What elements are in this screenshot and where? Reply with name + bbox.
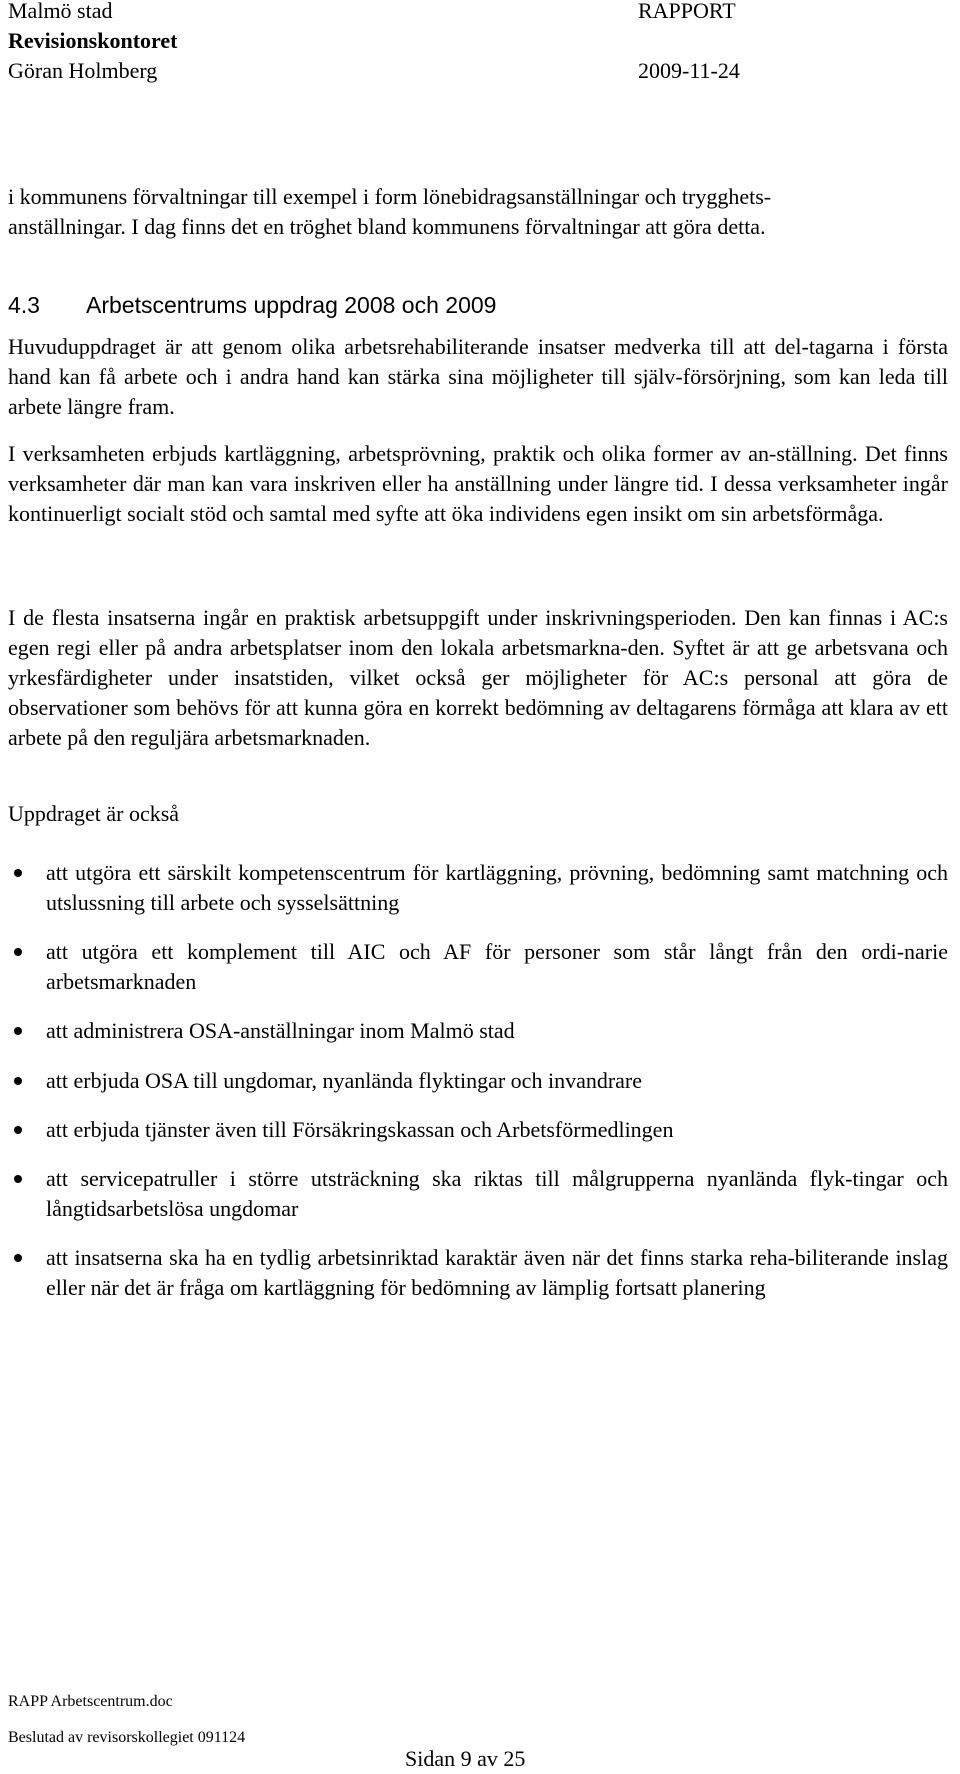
- paragraph-4: [8, 799, 948, 829]
- intro-line-2: anställningar. I dag finns det en tröghet bland kommunens förvaltningar att göra detta.: [8, 214, 766, 239]
- intro-block: [8, 182, 948, 242]
- bullet-item: [8, 1016, 948, 1046]
- bullet-item: [8, 858, 948, 918]
- paragraph-1: [8, 332, 948, 422]
- paragraph-2: [8, 439, 948, 529]
- header-dept: Revisionskontoret: [8, 28, 178, 53]
- bullet-text: att erbjuda tjänster även till Försäkringskassan och Arbetsförmedlingen: [46, 1117, 674, 1142]
- bullet-item: [8, 1243, 948, 1303]
- header-org: Malmö stad: [8, 0, 113, 23]
- bullet-text: att erbjuda OSA till ungdomar, nyanlända flyktingar och invandrare: [46, 1068, 643, 1093]
- bullet-icon: [14, 869, 22, 877]
- bullet-text: att utgöra ett särskilt kompetenscentrum för kartläggning, prövning, bedömning samt matchning och utslussning till arbete och sysselsättning: [46, 860, 948, 915]
- header-row-3: [8, 58, 948, 84]
- bullet-icon: [14, 1126, 22, 1134]
- bullet-item: [8, 1115, 948, 1145]
- header-doc-type: RAPPORT: [638, 0, 736, 23]
- header-row-2: [8, 28, 948, 54]
- bullet-text: att servicepatruller i större utsträckning ska riktas till målgrupperna nyanlända flyk-tingar och långtidsarbetslösa ungdomar: [46, 1166, 948, 1221]
- bullet-icon: [14, 1175, 22, 1183]
- paragraph-3: [8, 603, 948, 753]
- bullet-item: [8, 1164, 948, 1224]
- paragraph-text: Uppdraget är också: [8, 801, 180, 826]
- section-number: 4.3: [8, 292, 40, 318]
- bullet-text: att insatserna ska ha en tydlig arbetsinriktad karaktär även när det finns starka reha-biliterande inslag eller när det är fråga om kartläggning för bedömning av lämplig fortsatt planering: [46, 1245, 948, 1300]
- bullet-icon: [14, 1077, 22, 1085]
- bullet-icon: [14, 948, 22, 956]
- bullet-text: att administrera OSA-anställningar inom Malmö stad: [46, 1018, 515, 1043]
- bullet-item: [8, 1066, 948, 1096]
- paragraph-text: Huvuduppdraget är att genom olika arbetsrehabiliterande insatser medverka till att del-tagarna i första hand kan få arbete och i andra hand kan stärka sina möjligheter till själv-försörjning, som kan leda till arbete längre fram.: [8, 334, 948, 419]
- section-title: Arbetscentrums uppdrag 2008 och 2009: [86, 292, 497, 318]
- footer-approved: Beslutad av revisorskollegiet 091124: [8, 1729, 246, 1746]
- footer-filename: RAPP Arbetscentrum.doc: [8, 1693, 173, 1710]
- footer-page-number: Sidan 9 av 25: [405, 1746, 526, 1771]
- paragraph-text: I de flesta insatserna ingår en praktisk arbetsuppgift under inskrivningsperioden. Den kan finnas i AC:s egen regi eller på andra arbetsplatser inom den lokala arbetsmarkna-den. Syftet är att ge arbetsvana och yrkesfärdigheter under insatstiden, vilket också ger möjligheter för AC:s personal att göra de observationer som behövs för att kunna göra en korrekt bedömning av deltagarens förmåga att klara av ett arbete på den reguljära arbetsmarknaden.: [8, 605, 948, 750]
- header-row-1: [8, 0, 948, 24]
- bullet-icon: [14, 1254, 22, 1262]
- header-author: Göran Holmberg: [8, 58, 158, 83]
- bullet-icon: [14, 1027, 22, 1035]
- bullet-item: [8, 937, 948, 997]
- paragraph-text: I verksamheten erbjuds kartläggning, arbetsprövning, praktik och olika former av an-ställning. Det finns verksamheter där man kan vara inskriven eller ha anställning under längre tid. I dessa verksamheter ingår kontinuerligt socialt stöd och samtal med syfte att öka individens egen insikt om sin arbetsförmåga.: [8, 441, 948, 526]
- bullet-text: att utgöra ett komplement till AIC och AF för personer som står långt från den ordi-narie arbetsmarknaden: [46, 939, 948, 994]
- header-date: 2009-11-24: [638, 58, 740, 83]
- intro-line-1: i kommunens förvaltningar till exempel i form lönebidragsanställningar och trygghets-: [8, 184, 772, 209]
